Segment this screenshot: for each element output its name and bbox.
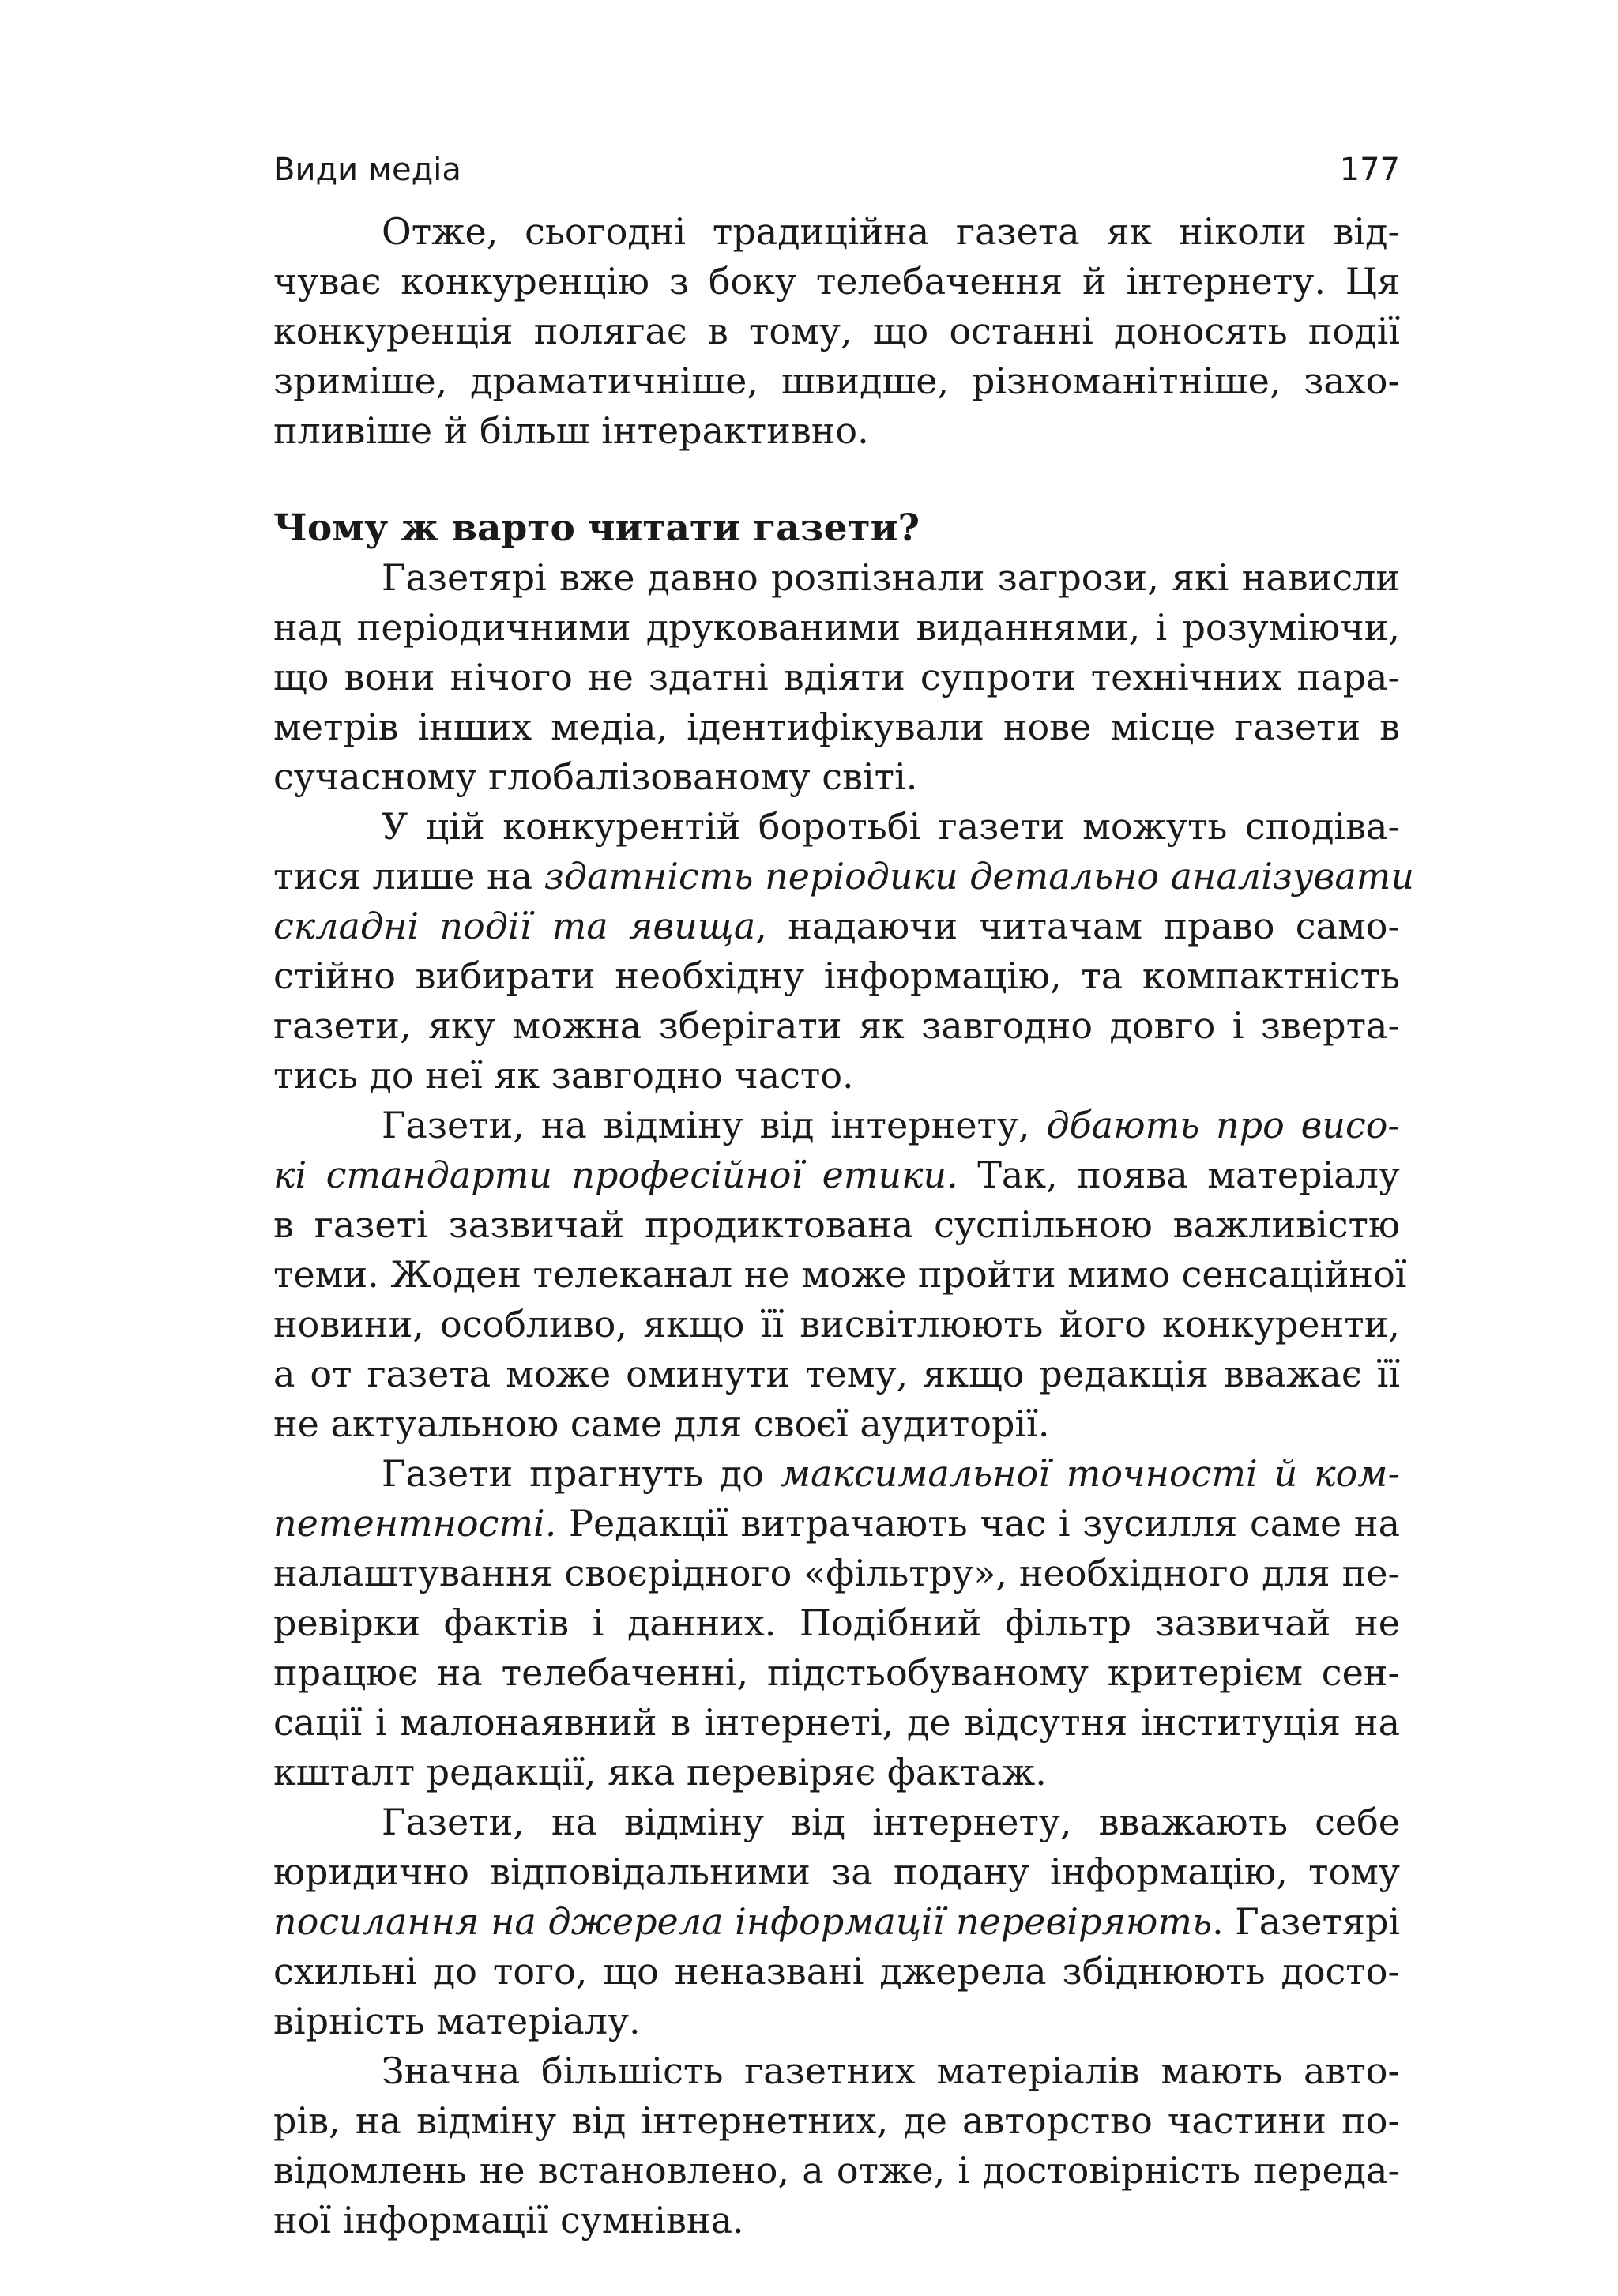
text-line	[273, 1101, 1400, 1150]
text-line: вірність матеріалу.	[273, 2000, 641, 2042]
text-line: конкуренція полягає в тому, що останні доносять події	[273, 310, 1400, 352]
text-run: Газети прагнуть до	[382, 1452, 781, 1495]
text-line: Значна більшість газетних матеріалів мають авто-	[382, 2049, 1400, 2092]
paragraph-5	[273, 1797, 1400, 2046]
chapter-title: Види медіа	[273, 152, 461, 188]
text-line: схильні до того, що неназвані джерела збіднюють досто-	[273, 1950, 1400, 1993]
paragraph-2	[273, 802, 1415, 1101]
text-line: тись до неї як завгодно часто.	[273, 1054, 854, 1097]
text-line: над періодичними друкованими виданнями, і розуміючи,	[273, 606, 1400, 649]
page-body	[273, 207, 1415, 2245]
text-run: тися лише на	[273, 855, 544, 898]
emphasis-text: дбають про висо-	[1046, 1104, 1400, 1146]
text-line: ної інформації сумнівна.	[273, 2199, 744, 2241]
text-line	[273, 1499, 1400, 1549]
emphasis-text: максимальної точності й ком-	[780, 1452, 1400, 1495]
text-run: Редакції витрачають час і зусилля саме на	[556, 1502, 1400, 1545]
text-line	[273, 852, 1415, 901]
text-line: рів, на відміну від інтернетних, де авторство частини по-	[273, 2099, 1400, 2142]
text-line: зриміше, драматичніше, швидше, різноманітніше, захо-	[273, 359, 1400, 402]
text-line: Газети, на відміну від інтернету, вважають себе	[382, 1801, 1400, 1843]
text-line: а от газета може оминути тему, якщо редакція вважає її	[273, 1353, 1400, 1395]
text-line: ревірки фактів і данних. Подібний фільтр зазвичай не	[273, 1602, 1400, 1644]
paragraph-3	[273, 1101, 1407, 1449]
text-line: в газеті зазвичай продиктована суспільною важливістю	[273, 1203, 1400, 1246]
text-line	[273, 1449, 1400, 1499]
text-run: Газети, на відміну від інтернету,	[382, 1104, 1047, 1146]
text-line: відомлень не встановлено, а отже, і достовірність переда-	[273, 2149, 1400, 2192]
emphasis-text: здатність періодики детально аналізувати	[544, 855, 1415, 898]
text-line	[273, 901, 1400, 951]
text-line: газети, яку можна зберігати як завгодно довго і зверта-	[273, 1004, 1400, 1047]
text-line: стійно вибирати необхідну інформацію, та компактність	[273, 954, 1400, 997]
text-line: теми. Жоден телеканал не може пройти мимо сенсаційної	[273, 1253, 1407, 1296]
page-number: 177	[1339, 152, 1400, 188]
text-line: Газетярі вже давно розпізнали загрози, які нависли	[382, 556, 1400, 599]
book-page	[273, 134, 1415, 2245]
text-line	[273, 1897, 1400, 1947]
text-line: кшталт редакції, яка перевіряє фактаж.	[273, 1751, 1047, 1794]
running-header	[273, 134, 1400, 207]
text-line: працює на телебаченні, підстьобуваному критерієм сен-	[273, 1651, 1400, 1694]
text-line: не актуальною саме для своєї аудиторії.	[273, 1402, 1050, 1445]
text-line: новини, особливо, якщо її висвітлюють його конкуренти,	[273, 1303, 1400, 1346]
emphasis-text: посилання на джерела інформації перевіряють	[273, 1900, 1213, 1943]
text-run: Так, поява матеріалу	[958, 1154, 1400, 1196]
paragraph-4	[273, 1449, 1400, 1797]
paragraph-6	[273, 2046, 1400, 2245]
text-line: пливіше й більш інтерактивно.	[273, 409, 869, 452]
text-line: сучасному глобалізованому світі.	[273, 755, 918, 798]
text-line: метрів інших медіа, ідентифікували нове місце газети в	[273, 706, 1400, 748]
text-line: юридично відповідальними за подану інформацію, тому	[273, 1850, 1400, 1893]
emphasis-text: кі стандарти професійної етики.	[273, 1154, 958, 1196]
text-line: У цій конкурентій боротьбі газети можуть сподіва-	[382, 805, 1400, 848]
text-line: чуває конкуренцію з боку телебачення й інтернету. Ця	[273, 260, 1400, 303]
text-run: , надаючи читачам право само-	[755, 905, 1401, 947]
intro-paragraph	[273, 207, 1400, 456]
paragraph-1	[273, 553, 1400, 802]
text-line: налаштування своєрідного «фільтру», необхідного для пе-	[273, 1552, 1400, 1594]
text-run: . Газетярі	[1212, 1900, 1401, 1943]
emphasis-text: петентності.	[273, 1502, 557, 1545]
text-line: що вони нічого не здатні вдіяти супроти технічних пара-	[273, 656, 1400, 698]
section-heading: Чому ж варто читати газети?	[273, 506, 920, 550]
text-line	[273, 1150, 1400, 1200]
emphasis-text: складні події та явища	[273, 905, 756, 947]
text-line: Отже, сьогодні традиційна газета як ніколи від-	[382, 210, 1400, 253]
text-line: сації і малонаявний в інтернеті, де відсутня інституція на	[273, 1701, 1400, 1744]
